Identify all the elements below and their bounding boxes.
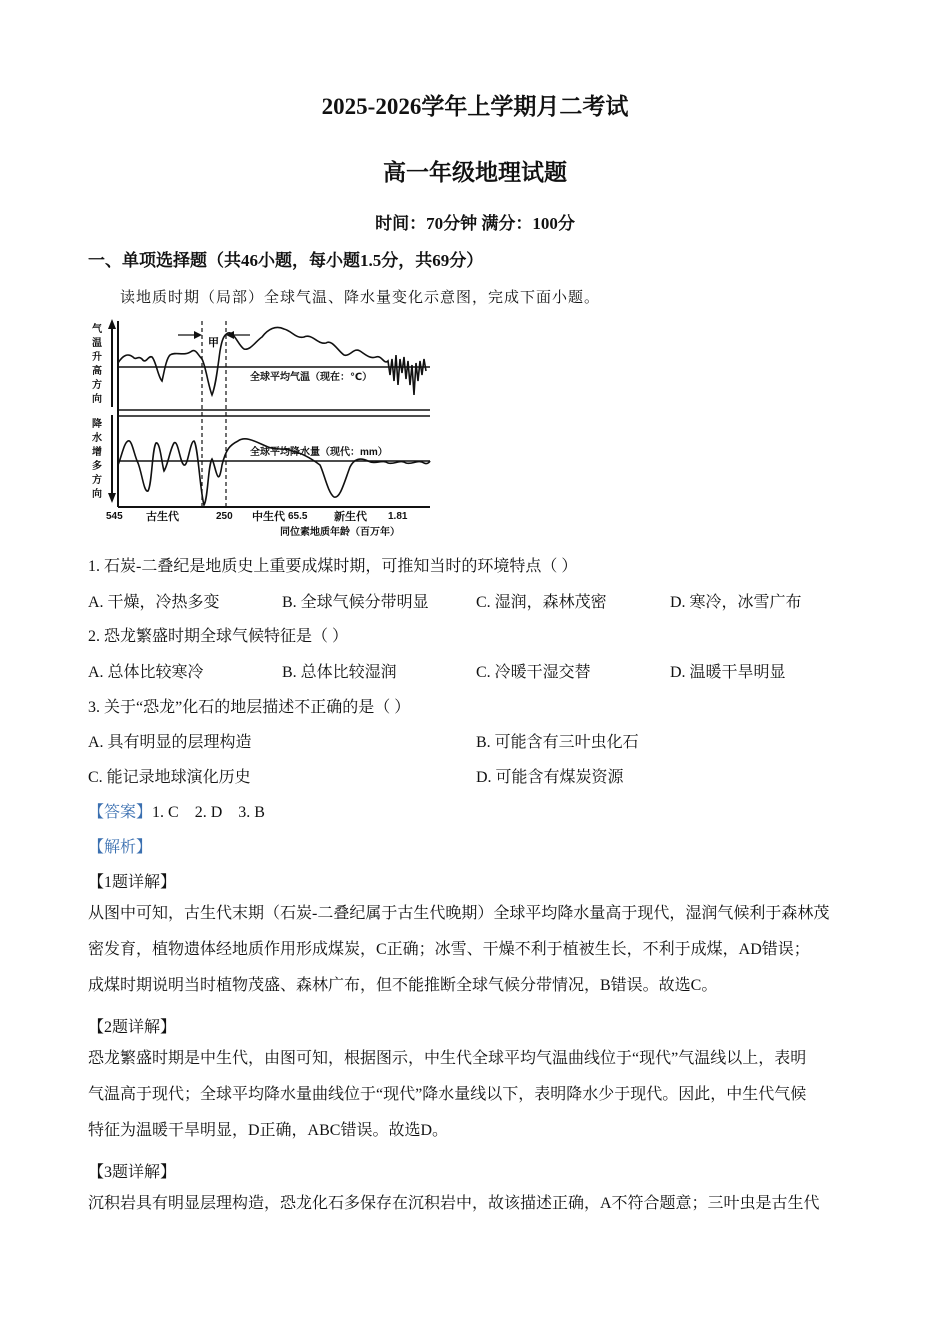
- precip-axis-char: 降: [92, 419, 102, 430]
- q3-option-b: B. 可能含有三叶虫化石: [476, 734, 639, 751]
- detail-1-body: [88, 896, 868, 1004]
- q1-option-b: B. 全球气候分带明显: [282, 594, 429, 611]
- tick-label: 250: [216, 511, 233, 522]
- detail-2-heading: 【2题详解】: [88, 1019, 177, 1036]
- exam-title: 2025-2026学年上学期月二考试: [321, 94, 629, 119]
- q3-option-a: A. 具有明显的层理构造: [88, 734, 252, 751]
- answer-text: 1. C 2. D 3. B: [152, 804, 265, 821]
- detail-2-body: [88, 1041, 868, 1149]
- time-info: 时间：70分钟 满分：100分: [375, 214, 575, 233]
- q1-option-d: D. 寒冷，冰雪广布: [670, 594, 802, 611]
- answer-line: [88, 799, 265, 822]
- precip-axis-char: 多: [92, 461, 102, 472]
- detail-1-heading: 【1题详解】: [88, 874, 177, 891]
- section-heading: 一、单项选择题（共46小题，每小题1.5分，共69分）: [88, 251, 484, 270]
- tick-label: 545: [106, 511, 123, 522]
- precip-axis-char: 增: [92, 447, 102, 458]
- era-label: 中生代: [252, 511, 285, 523]
- detail-3-heading: 【3题详解】: [88, 1164, 177, 1181]
- q2-option-b: B. 总体比较湿润: [282, 664, 397, 681]
- question-2-stem: 2. 恐龙繁盛时期全球气候特征是（ ）: [88, 628, 349, 645]
- question-3-stem: 3. 关于“恐龙”化石的地层描述不正确的是（ ）: [88, 699, 411, 716]
- detail-line: 从图中可知，古生代末期（石炭-二叠纪属于古生代晚期）全球平均降水量高于现代，湿润气候利于森林茂: [88, 905, 830, 922]
- tick-label: 65.5: [288, 511, 308, 522]
- temperature-curve: [118, 327, 426, 395]
- era-label: 新生代: [334, 511, 367, 523]
- analysis-label: 【解析】: [88, 839, 153, 856]
- q2-option-a: A. 总体比较寒冷: [88, 664, 204, 681]
- paleoclimate-figure: [88, 315, 440, 545]
- tick-label: 1.81: [388, 511, 408, 522]
- temp-axis-char: 向: [92, 394, 102, 405]
- q1-option-a: A. 干燥，冷热多变: [88, 594, 220, 611]
- temp-axis-char: 温: [92, 338, 102, 349]
- q3-option-c: C. 能记录地球演化历史: [88, 769, 251, 786]
- question-intro: 读地质时期（局部）全球气温、降水量变化示意图，完成下面小题。: [120, 290, 601, 306]
- period-marker: 甲: [208, 337, 219, 349]
- detail-line: 气温高于现代；全球平均降水量曲线位于“现代”降水量线以下，表明降水少于现代。因此，中生代气候: [88, 1086, 807, 1103]
- q3-option-d: D. 可能含有煤炭资源: [476, 769, 624, 786]
- temp-axis-char: 高: [92, 366, 102, 377]
- temp-line-label: 全球平均气温（现在：℃）: [250, 372, 373, 383]
- exam-subtitle: 高一年级地理试题: [383, 160, 567, 185]
- detail-line: 特征为温暖干旱明显，D正确，ABC错误。故选D。: [88, 1122, 449, 1139]
- answer-label: 【答案】: [88, 804, 153, 821]
- temp-axis-char: 升: [92, 352, 102, 363]
- detail-line: 恐龙繁盛时期是中生代，由图可知，根据图示，中生代全球平均气温曲线位于“现代”气温线以上，表明: [88, 1050, 807, 1067]
- era-label: 古生代: [146, 511, 179, 523]
- detail-line: 密发育，植物遗体经地质作用形成煤炭，C正确；冰雪、干燥不利于植被生长，不利于成煤，AD错误；: [88, 941, 810, 958]
- precip-axis-char: 向: [92, 489, 102, 500]
- precip-axis-char: 方: [92, 475, 102, 486]
- question-1-stem: 1. 石炭-二叠纪是地质史上重要成煤时期，可推知当时的环境特点（ ）: [88, 558, 578, 575]
- q2-option-d: D. 温暖干旱明显: [670, 664, 786, 681]
- detail-line: 成煤时期说明当时植物茂盛、森林广布，但不能推断全球气候分带情况，B错误。故选C。: [88, 977, 718, 994]
- temp-axis-char: 气: [92, 324, 102, 335]
- q1-option-c: C. 湿润，森林茂密: [476, 594, 607, 611]
- x-axis-title: 同位素地质年龄（百万年）: [280, 527, 400, 538]
- detail-3-body: [88, 1186, 868, 1222]
- q2-option-c: C. 冷暖干湿交替: [476, 664, 591, 681]
- detail-line: 沉积岩具有明显层理构造，恐龙化石多保存在沉积岩中，故该描述正确，A不符合题意；三叶虫是古生代: [88, 1195, 820, 1212]
- precip-line-label: 全球平均降水量（现代：mm）: [250, 447, 388, 458]
- precip-axis-char: 水: [92, 433, 102, 444]
- temp-axis-char: 方: [92, 380, 102, 391]
